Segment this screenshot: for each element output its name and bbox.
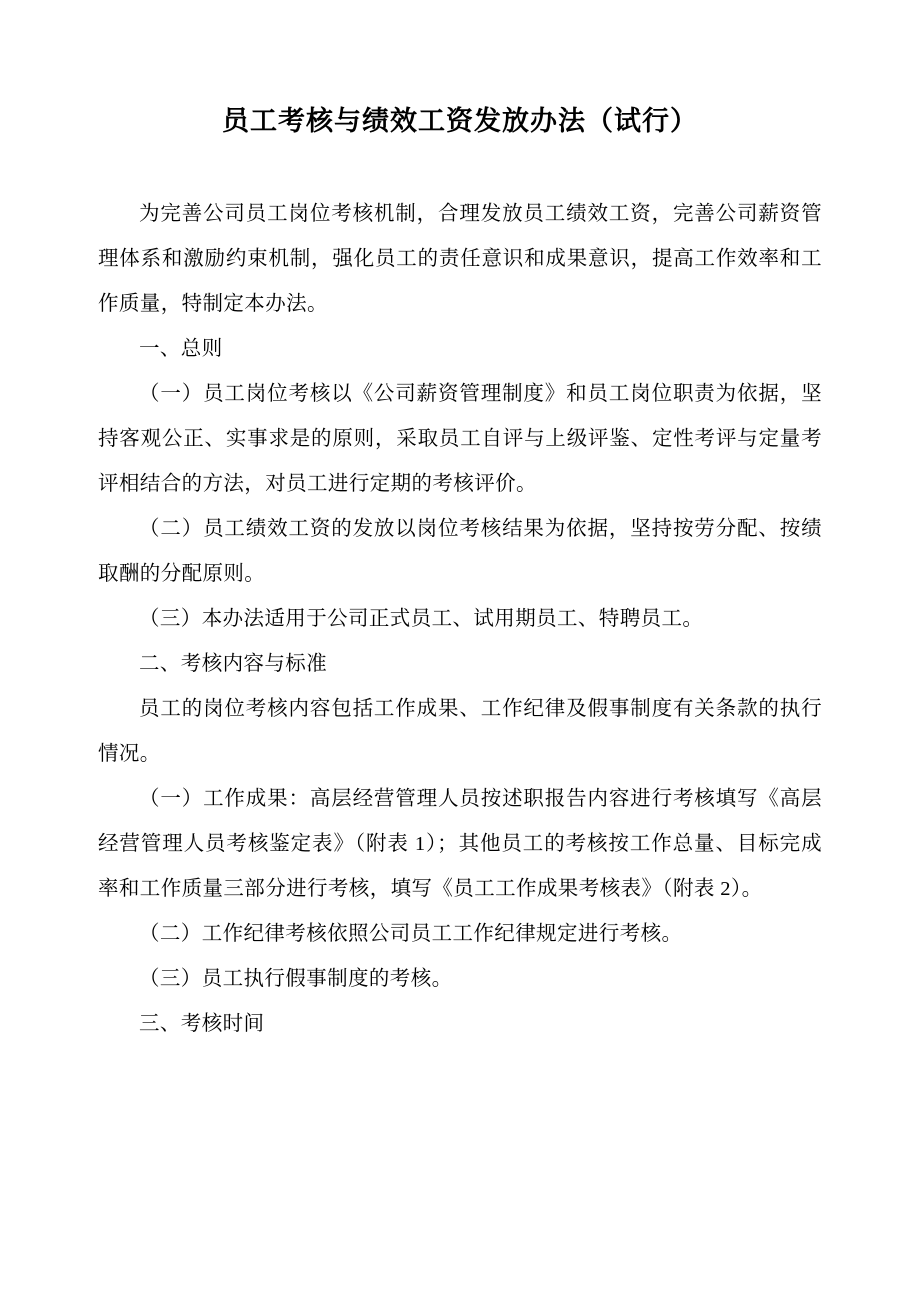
paragraph-section-2-item-2: （二）工作纪律考核依照公司员工工作纪律规定进行考核。: [139, 923, 683, 946]
paragraph-section-3-heading: 三、考核时间: [139, 1013, 265, 1036]
paragraph-section-1-item-1: （一）员工岗位考核以《公司薪资管理制度》和员工岗位职责为依据，坚持客观公正、实事求是的原则，采取员工自评与上级评鉴、定性考评与定量考评相结合的方法，对员工进行定期的考核评价。: [98, 383, 822, 496]
paragraph-section-1-item-3: （三）本办法适用于公司正式员工、试用期员工、特聘员工。: [139, 608, 704, 631]
document-body: [98, 0, 822, 1047]
page-title: 员工考核与绩效工资发放办法（试行）: [222, 106, 698, 136]
paragraph-section-1-heading: 一、总则: [139, 338, 223, 361]
paragraph-intro: 为完善公司员工岗位考核机制，合理发放员工绩效工资，完善公司薪资管理体系和激励约束机制，强化员工的责任意识和成果意识，提高工作效率和工作质量，特制定本办法。: [98, 203, 822, 316]
paragraph-section-1-item-2: （二）员工绩效工资的发放以岗位考核结果为依据，坚持按劳分配、按绩取酬的分配原则。: [98, 518, 822, 586]
paragraph-section-2-item-1: （一）工作成果：高层经营管理人员按述职报告内容进行考核填写《高层经营管理人员考核鉴定表》（附表 1）；其他员工的考核按工作总量、目标完成率和工作质量三部分进行考核，填写《员工工作成果考核表》（附表 2）。: [98, 788, 822, 901]
paragraph-section-2-item-3: （三）员工执行假事制度的考核。: [139, 968, 453, 991]
paragraph-section-2-heading: 二、考核内容与标准: [139, 653, 328, 676]
paragraph-section-2-intro: 员工的岗位考核内容包括工作成果、工作纪律及假事制度有关条款的执行情况。: [98, 698, 822, 766]
